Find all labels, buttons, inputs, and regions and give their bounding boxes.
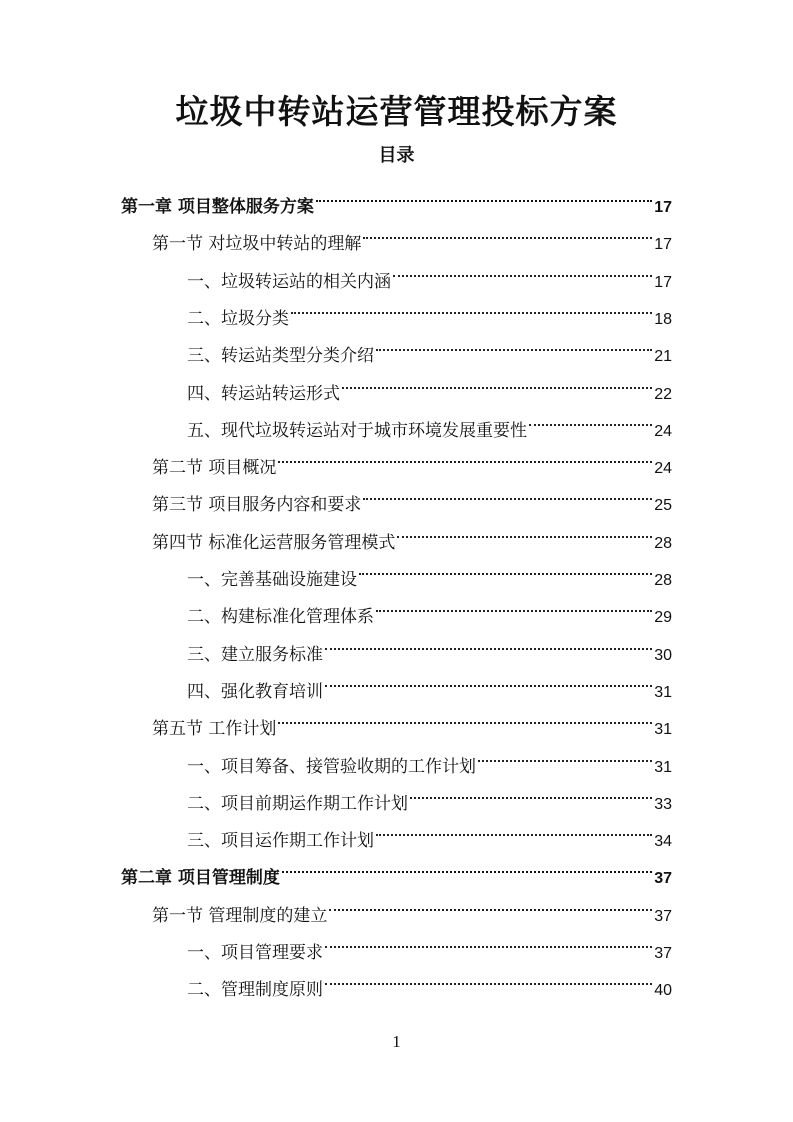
toc-dot-leader (278, 437, 652, 473)
toc-entry-level-2[interactable] (152, 213, 672, 255)
toc-entry-page-number: 28 (654, 572, 672, 589)
toc-entry-page-number: 25 (654, 497, 672, 515)
toc-entry-level-1[interactable] (121, 176, 672, 217)
toc-dot-leader (376, 325, 652, 361)
toc-entry-label: 三、项目运作期工作计划 (187, 831, 374, 852)
toc-entry-level-3[interactable] (187, 773, 672, 814)
toc-entry-page-number: 30 (654, 646, 672, 664)
toc-entry-level-2[interactable] (152, 698, 672, 740)
toc-entry-label: 四、强化教育培训 (187, 681, 323, 702)
toc-entry-label: 一、完善基础设施建设 (187, 570, 357, 590)
toc-entry-label: 一、项目筹备、接管验收期的工作计划 (187, 756, 476, 777)
toc-entry-level-1[interactable] (121, 847, 672, 889)
toc-entry-label: 第一节 对垃圾中转站的理解 (152, 234, 362, 255)
toc-entry-label: 三、转运站类型分类介绍 (187, 346, 374, 367)
toc-entry-label: 第五节 工作计划 (152, 719, 277, 740)
toc-entry-page-number: 31 (654, 721, 672, 739)
toc-entry-level-3[interactable] (187, 251, 672, 292)
toc-entry-label: 一、垃圾转运站的相关内涵 (187, 271, 391, 292)
toc-entry-level-2[interactable] (152, 437, 672, 479)
toc-entry-page-number: 17 (654, 199, 672, 216)
toc-dot-leader (363, 213, 652, 249)
toc-entry-page-number: 37 (654, 870, 672, 888)
toc-dot-leader (478, 736, 652, 772)
toc-dot-leader (291, 288, 652, 324)
toc-dot-leader (376, 586, 652, 622)
toc-entry-page-number: 24 (654, 422, 672, 440)
toc-entry-label: 二、构建标准化管理体系 (187, 607, 374, 628)
toc-dot-leader (410, 773, 652, 809)
toc-dot-leader (325, 922, 652, 958)
toc-entry-label: 第二章 项目管理制度 (121, 868, 280, 889)
toc-dot-leader (325, 959, 652, 995)
toc-entry-level-3[interactable] (187, 959, 672, 1001)
toc-entry-label: 二、垃圾分类 (187, 308, 289, 329)
toc-entry-page-number: 31 (654, 758, 672, 776)
toc-entry-label: 四、转运站转运形式 (187, 383, 340, 404)
toc-entry-level-2[interactable] (152, 885, 672, 926)
toc-entry-page-number: 18 (654, 310, 672, 328)
toc-entry-label: 一、项目管理要求 (187, 943, 323, 963)
toc-entry-page-number: 37 (654, 907, 672, 925)
toc-entry-page-number: 21 (654, 348, 672, 366)
toc-entry-page-number: 28 (654, 534, 672, 552)
toc-entry-page-number: 33 (654, 795, 672, 813)
toc-entry-level-3[interactable] (187, 810, 672, 852)
toc-dot-leader (325, 661, 652, 697)
page-number: 1 (392, 1032, 401, 1051)
toc-entry-level-3[interactable] (187, 922, 672, 963)
toc-heading: 目录 (378, 145, 415, 166)
toc-dot-leader (393, 251, 652, 287)
toc-entry-label: 五、现代垃圾转运站对于城市环境发展重要性 (187, 420, 527, 441)
toc-entry-label: 二、项目前期运作期工作计划 (187, 793, 408, 814)
toc-dot-leader (316, 176, 652, 212)
toc-entry-level-3[interactable] (187, 400, 672, 441)
toc-entry-page-number: 34 (654, 833, 672, 851)
toc-dot-leader (329, 885, 652, 921)
toc-entry-level-3[interactable] (187, 736, 672, 777)
toc-entry-page-number: 17 (654, 273, 672, 291)
toc-entry-level-3[interactable] (187, 586, 672, 628)
toc-entry-page-number: 17 (654, 236, 672, 254)
toc-entry-label: 三、建立服务标准 (187, 644, 323, 665)
document-title: 垃圾中转站运营管理投标方案 (175, 92, 618, 131)
toc-entry-level-3[interactable] (187, 288, 672, 329)
toc-entry-label: 二、管理制度原则 (187, 980, 323, 1001)
toc-entry-label: 第四节 标准化运营服务管理模式 (152, 532, 396, 553)
toc-entry-level-3[interactable] (187, 624, 672, 665)
toc-entry-page-number: 40 (654, 982, 672, 1000)
toc-entry-label: 第三节 项目服务内容和要求 (152, 495, 362, 516)
toc-entry-label: 第一节 管理制度的建立 (152, 905, 328, 926)
toc-entry-level-3[interactable] (187, 661, 672, 702)
toc-entry-level-3[interactable] (187, 549, 672, 590)
toc-entry-label: 第二节 项目概况 (152, 458, 277, 479)
toc-entry-page-number: 31 (654, 683, 672, 701)
toc-dot-leader (325, 624, 652, 660)
toc-entry-page-number: 22 (654, 385, 672, 403)
toc-entry-level-3[interactable] (187, 363, 672, 404)
toc-entry-level-2[interactable] (152, 512, 672, 553)
toc-entry-label: 第一章 项目整体服务方案 (121, 197, 314, 217)
toc-dot-leader (278, 698, 652, 734)
toc-dot-leader (359, 549, 652, 585)
toc-dot-leader (342, 363, 652, 399)
toc-entry-level-3[interactable] (187, 325, 672, 367)
toc-dot-leader (529, 400, 652, 436)
toc-dot-leader (376, 810, 652, 846)
toc-dot-leader (282, 847, 652, 883)
toc-dot-leader (363, 474, 652, 510)
toc-dot-leader (397, 512, 652, 548)
toc-entry-page-number: 29 (654, 609, 672, 627)
toc-entry-page-number: 24 (654, 460, 672, 478)
toc-entry-page-number: 37 (654, 945, 672, 962)
toc-entry-level-2[interactable] (152, 474, 672, 516)
